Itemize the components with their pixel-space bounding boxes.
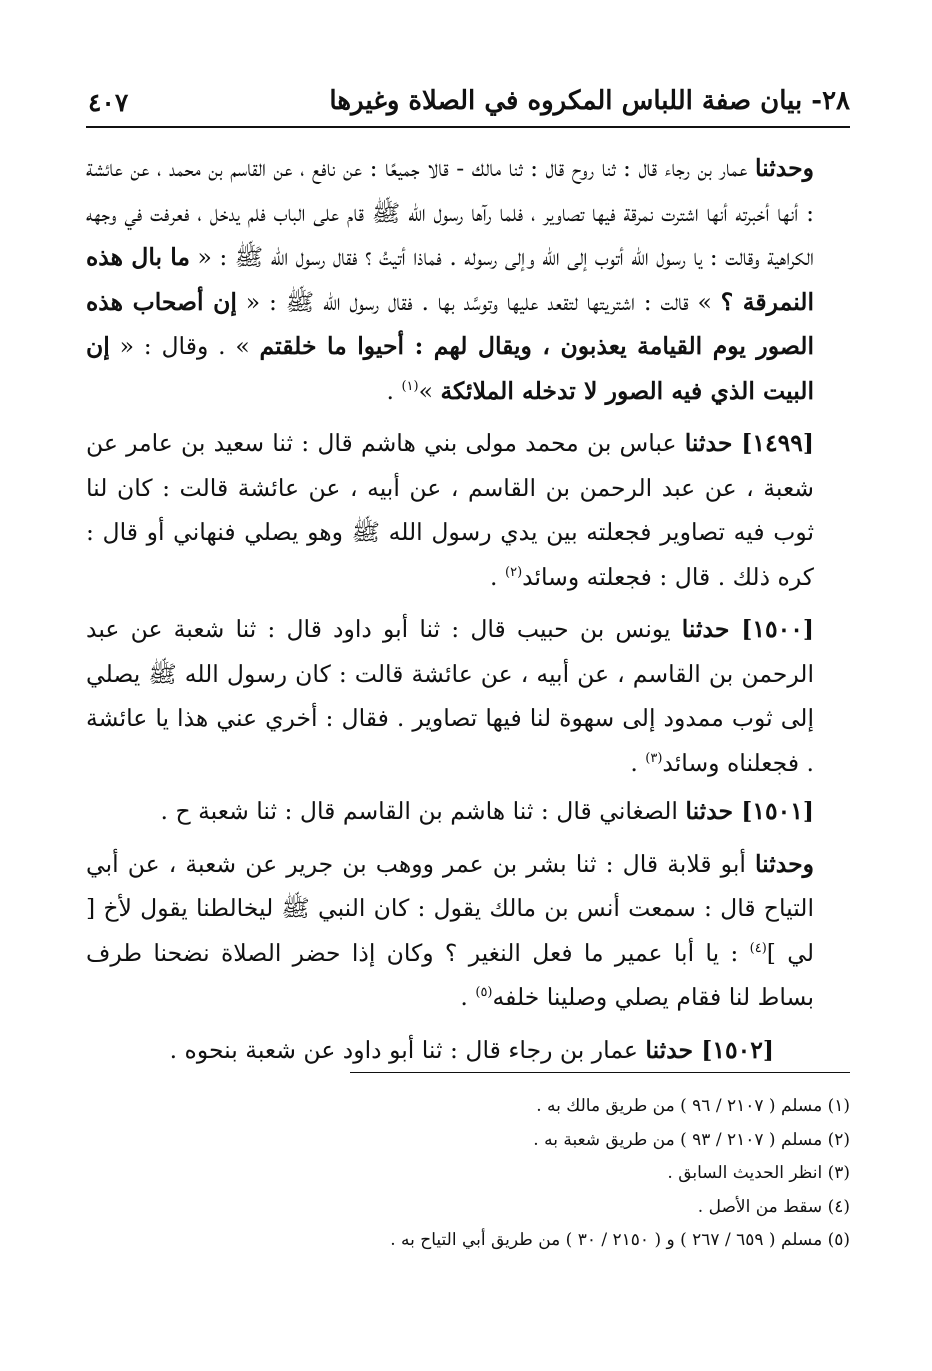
hadith-paragraph [86, 842, 850, 1020]
footnote-rule [350, 1072, 850, 1073]
text-run: عمار بن رجاء قال : ثنا أبو داود عن شعبة بنحوه . [169, 1035, 646, 1064]
page-number: ٤٠٧ [88, 87, 129, 117]
text-run: عباس بن محمد مولى بني هاشم قال : ثنا سعيد بن عامر عن شعبة ، عن عبد الرحمن بن القاسم ، عن أبيه ، عن عائشة قالت : كان لنا ثوب فيه تصاوير فجعلته بين يدي رسول الله ﷺ وهو يصلي فنهاني أو قال : كره ذلك . قال : فجعلته وسائد [86, 429, 814, 591]
header-rule [86, 126, 850, 128]
footnote-marker: (٤) [749, 940, 767, 956]
footnote: (٣) انظر الحديث السابق . [667, 1163, 850, 1183]
text-run: . [630, 748, 646, 777]
text-run: يونس بن حبيب قال : ثنا أبو داود قال : ثنا شعبة عن عبد الرحمن بن القاسم ، عن أبيه ، عن عائشة قالت : كان رسول الله ﷺ يصلي إلى ثوب ممدود إلى سهوة لنا فيها تصاوير . فقال : أخري عني هذا يا عائشة . فجعلناه وسائد [86, 615, 814, 777]
text-run: عمار بن رجاء قال : ثنا روح قال : ثنا مالك - قالا جميعًا : عن نافع ، عن القاسم بن محمد ، عن عائشة : أنها أخبرته أنها اشترت نمرقة فيها تصاوير ، فلما رآها رسول الله ﷺ قام على الباب فلم يدخل ، فعرفت في وجهه الكراهية وقالت : يا رسول الله أتوب إلى الله وإلى رسوله . فماذا أتيتُ ؟ فقال رسول الله ﷺ : « [86, 154, 814, 271]
main-text [86, 146, 850, 1076]
footnote: (٤) سقط من الأصل . [697, 1196, 850, 1217]
footnote-marker: (١) [401, 378, 419, 394]
hadith-paragraph [86, 146, 850, 413]
text-run: الصغاني قال : ثنا هاشم بن القاسم قال : ثنا شعبة ح . [160, 797, 686, 825]
footnote: (٥) مسلم ( ٦٥٩ / ٢٦٧ ) و ( ٢١٥٠ / ٣٠ ) من طريق أبي التياح به . [390, 1230, 850, 1250]
bold-run: إن أصحاب هذه الصور يوم القيامة يعذبون ، ويقال لهم : أحيوا ما خلقتم [86, 287, 814, 360]
footnote: (٢) مسلم ( ٢١٠٧ / ٩٣ ) من طريق شعبة به . [533, 1129, 850, 1150]
footnotes [86, 1090, 850, 1258]
text-run: أبو قلابة قال : ثنا بشر بن عمر ووهب بن جرير عن شعبة ، عن أبي التياح قال : سمعت أنس بن مالك يقول : كان النبي ﷺ ليخالطنا يقول لأخ [ لي ] [86, 849, 814, 967]
hadith-paragraph [86, 607, 850, 785]
hadith-paragraph [86, 789, 850, 834]
bold-run: [١٥٠٠] حدثنا [681, 615, 814, 643]
footnote: (١) مسلم ( ٢١٠٧ / ٩٦ ) من طريق مالك به . [536, 1096, 850, 1116]
bold-run: [١٤٩٩] حدثنا [684, 429, 814, 457]
bold-run: وحدثنا [754, 154, 814, 182]
hadith-paragraph [86, 421, 850, 599]
footnote-marker: (٣) [645, 750, 663, 766]
text-run: . [490, 562, 505, 591]
bold-run: وحدثنا [754, 849, 814, 878]
text-run: . [386, 376, 402, 405]
hadith-paragraph [86, 1028, 850, 1073]
text-run: . [460, 983, 476, 1011]
chapter-title: ٢٨- بيان صفة اللباس المكروه في الصلاة وغيرها [329, 86, 850, 117]
footnote-marker: (٥) [475, 985, 493, 1001]
bold-run: [١٥٠٢] حدثنا [645, 1035, 774, 1064]
footnote-marker: (٢) [505, 564, 523, 580]
bold-run: ما بال هذه النمرقة ؟ [86, 243, 814, 316]
page-header [88, 68, 850, 122]
text-run: » قالت : اشتريتها لتقعد عليها وتوسَّد بها . فقال رسول الله ﷺ : « [236, 287, 721, 316]
bold-run: إن البيت الذي فيه الصور لا تدخله الملائكة [86, 332, 814, 405]
bold-run: [١٥٠١] حدثنا [685, 797, 814, 825]
text-run: » . وقال : « [109, 332, 260, 360]
text-run: » [418, 376, 441, 405]
text-run: : يا أبا عمير ما فعل النغير ؟ وكان إذا حضر الصلاة نضحنا طرف بساط لنا فقام يصلي وصلينا خلفه [86, 938, 814, 1011]
